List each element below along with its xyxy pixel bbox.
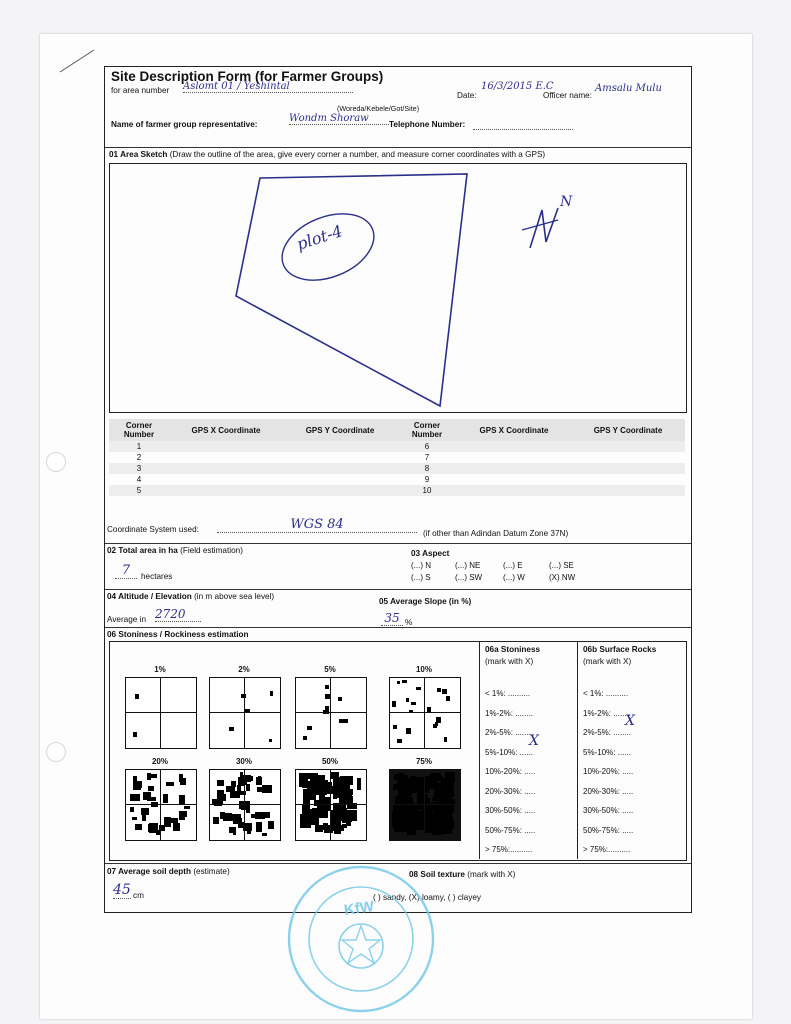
soil-depth-heading: 07 Average soil depth: [107, 867, 192, 876]
stone-mark: [221, 792, 225, 796]
grid-line: [424, 678, 425, 748]
stone-mark: [307, 726, 312, 730]
stone-mark: [340, 796, 353, 804]
gps-y-cell[interactable]: [571, 463, 685, 474]
total-area-heading: 02 Total area in ha: [107, 546, 178, 555]
total-area-value[interactable]: 7: [115, 563, 137, 579]
stone-mark: [336, 812, 341, 819]
corner-number: 10: [397, 485, 457, 496]
aspect-option-nw[interactable]: (X) NW: [549, 573, 576, 582]
stone-mark: [133, 784, 142, 790]
grid-line: [424, 770, 425, 840]
stone-mark: [132, 817, 137, 820]
grid-line: [330, 770, 331, 840]
col-header: GPS X Coordinate: [457, 419, 571, 441]
date-value[interactable]: 16/3/2015 E.C: [481, 81, 554, 92]
area-number-label: for area number: [111, 86, 170, 95]
stone-mark: [151, 774, 157, 779]
stone-mark: [179, 774, 183, 782]
col-header: GPS Y Coordinate: [571, 419, 685, 441]
slope-value[interactable]: 35: [381, 611, 403, 626]
stone-mark: [256, 777, 262, 785]
soil-depth-hint: (estimate): [193, 867, 230, 876]
stone-mark: [246, 805, 250, 814]
stone-mark: [256, 822, 262, 831]
stone-mark: [130, 794, 140, 801]
total-area-unit: hectares: [141, 572, 173, 581]
gps-x-cell[interactable]: [457, 463, 571, 474]
north-arrow-label: N: [560, 194, 573, 210]
stoniness-option[interactable]: 1%-2%: ........: [485, 708, 534, 718]
stoniness-mark: X: [529, 733, 539, 749]
stone-mark: [141, 808, 149, 814]
stoniness-option[interactable]: 30%-50%: .....: [485, 806, 536, 815]
sketch-heading: 01 Area Sketch: [109, 150, 168, 159]
gps-y-cell[interactable]: [283, 463, 397, 474]
stone-mark: [441, 783, 445, 792]
gps-y-cell[interactable]: [283, 485, 397, 496]
stone-mark: [402, 680, 407, 683]
stone-mark: [325, 685, 328, 689]
punch-hole: [46, 452, 66, 472]
gps-x-cell[interactable]: [457, 474, 571, 485]
gps-x-cell[interactable]: [169, 441, 283, 452]
stone-mark: [431, 778, 436, 790]
gps-y-cell[interactable]: [571, 452, 685, 463]
gps-x-cell[interactable]: [169, 452, 283, 463]
grid-line: [210, 804, 280, 805]
stone-mark: [446, 696, 449, 701]
stoniness-percent-label: 50%: [321, 757, 338, 766]
stone-mark: [179, 814, 186, 820]
stone-mark: [406, 728, 411, 734]
gps-y-cell[interactable]: [283, 441, 397, 452]
stone-mark: [435, 722, 438, 725]
stone-mark: [135, 824, 142, 830]
altitude-value[interactable]: 2720: [155, 607, 201, 622]
column-divider: [577, 641, 578, 859]
stoniness-square: [295, 677, 367, 749]
stone-mark: [409, 808, 415, 816]
divider: [105, 589, 691, 590]
soil-texture-heading: 08 Soil texture: [409, 870, 465, 879]
divider: [105, 147, 691, 148]
surface-rocks-option[interactable]: 2%-5%: ........: [583, 728, 632, 737]
aspect-option-se[interactable]: (...) SE: [549, 561, 574, 570]
plot-outline-drawing: [110, 164, 686, 412]
telephone-label: Telephone Number:: [389, 120, 466, 129]
stone-mark: [229, 827, 236, 833]
stone-mark: [338, 697, 342, 702]
stone-mark: [147, 797, 156, 801]
soil-texture-hint: (mark with X): [467, 870, 516, 879]
stone-mark: [173, 823, 179, 831]
stone-mark: [339, 719, 342, 723]
grid-line: [126, 804, 196, 805]
coordinate-system-label: Coordinate System used:: [107, 525, 199, 534]
stone-mark: [262, 833, 266, 836]
surface-rocks-option[interactable]: 20%-30%: .....: [583, 786, 634, 796]
stoniness-square: [295, 769, 367, 841]
stoniness-square: [209, 769, 281, 841]
stone-mark: [251, 814, 258, 818]
gps-y-cell[interactable]: [283, 452, 397, 463]
grid-line: [296, 712, 366, 713]
surface-rocks-mark-hint: (mark with X): [583, 657, 632, 666]
stone-mark: [300, 814, 311, 827]
stamp-seal-graphic: [286, 864, 436, 1014]
gps-x-cell[interactable]: [169, 485, 283, 496]
stone-mark: [303, 736, 307, 740]
stoniness-square: [389, 769, 461, 841]
stone-mark: [184, 806, 190, 810]
grid-line: [244, 770, 245, 840]
stone-mark: [437, 776, 443, 782]
stone-mark: [229, 727, 234, 731]
officer-label: Officer name:: [543, 91, 592, 100]
grid-line: [296, 804, 366, 805]
stoniness-option[interactable]: 20%-30%: .....: [485, 786, 536, 796]
stoniness-option[interactable]: < 1%: ..........: [485, 689, 531, 698]
stone-mark: [417, 792, 423, 805]
slope-unit: %: [405, 618, 413, 627]
stone-mark: [394, 774, 398, 780]
stone-mark: [269, 739, 273, 742]
stoniness-percent-label: 30%: [235, 757, 252, 766]
grid-line: [330, 678, 331, 748]
stone-mark: [397, 739, 402, 743]
stone-mark: [446, 827, 452, 834]
stone-mark: [343, 719, 348, 723]
surface-rocks-option[interactable]: 10%-20%: .....: [583, 767, 634, 776]
stoniness-heading: 06 Stoniness / Rockiness estimation: [107, 630, 249, 639]
surface-rocks-mark: X: [625, 713, 635, 729]
stone-mark: [166, 782, 174, 786]
stone-mark: [170, 818, 178, 824]
stone-mark: [268, 821, 274, 829]
stamp-center-text: KfW: [342, 897, 376, 920]
stone-mark: [265, 812, 270, 818]
stone-mark: [226, 786, 235, 791]
stone-mark: [142, 814, 146, 822]
gps-y-cell[interactable]: [571, 485, 685, 496]
stone-mark: [392, 701, 396, 707]
stone-mark: [442, 689, 447, 694]
corner-number: 3: [109, 463, 169, 474]
stone-mark: [179, 795, 185, 805]
stoniness-percent-label: 20%: [151, 757, 168, 766]
stone-mark: [432, 821, 442, 834]
aspect-option-ne[interactable]: (...) NE: [455, 561, 481, 570]
stoniness-percent-label: 10%: [415, 665, 432, 674]
corner-number: 4: [136, 475, 142, 484]
stone-mark: [262, 785, 272, 794]
gps-y-cell[interactable]: [283, 474, 397, 485]
grid-line: [126, 712, 196, 713]
stoniness-square: [389, 677, 461, 749]
stone-mark: [163, 794, 168, 803]
corner-number: 5: [109, 485, 169, 496]
stone-mark: [342, 815, 351, 823]
stone-mark: [233, 818, 242, 824]
stone-mark: [217, 780, 224, 786]
stoniness-option[interactable]: 50%-75%: .....: [485, 825, 536, 835]
stone-mark: [334, 821, 341, 834]
soil-depth-unit: cm: [133, 891, 144, 900]
stone-mark: [324, 825, 333, 833]
aspect-option-s[interactable]: (...) S: [411, 573, 431, 582]
stone-mark: [249, 776, 252, 781]
stone-mark: [432, 797, 444, 801]
stoniness-square: [125, 677, 197, 749]
corner-number: 2: [136, 453, 142, 462]
grid-line: [160, 678, 161, 748]
aspect-option-w[interactable]: (...) W: [503, 573, 525, 582]
sketch-instruction: (Draw the outline of the area, give every corner a number, and measure corner coordinates with a GPS): [169, 150, 546, 159]
surface-rocks-option[interactable]: 5%-10%: ......: [583, 747, 632, 757]
stone-mark: [223, 813, 231, 821]
stone-mark: [130, 807, 134, 812]
stoniness-mark-hint: (mark with X): [485, 657, 534, 666]
col-header: Corner Number: [109, 419, 169, 441]
stone-mark: [416, 687, 421, 690]
stoniness-option[interactable]: 5%-10%: ......: [485, 747, 534, 757]
stoniness-column-title: 06a Stoniness: [485, 645, 541, 654]
table-row: [109, 463, 685, 474]
stone-mark: [357, 778, 361, 790]
stone-mark: [438, 809, 452, 820]
grid-line: [390, 712, 460, 713]
corner-number: 1: [109, 441, 169, 452]
stoniness-option[interactable]: > 75%:..........: [485, 845, 533, 854]
stoniness-option[interactable]: 10%-20%: .....: [485, 767, 536, 776]
stone-mark: [331, 772, 339, 779]
grid-line: [244, 678, 245, 748]
grid-line: [390, 804, 460, 805]
coordinate-system-value[interactable]: WGS 84: [217, 517, 417, 533]
stone-mark: [270, 691, 273, 695]
surface-rocks-option[interactable]: 1%-2%: ........: [583, 708, 632, 718]
stoniness-percent-label: 5%: [324, 665, 336, 674]
stoniness-percent-label: 2%: [238, 665, 250, 674]
stoniness-square: [209, 677, 281, 749]
aspect-option-n[interactable]: (...) N: [411, 561, 431, 570]
col-header: Corner Number: [397, 419, 457, 441]
surface-rocks-option[interactable]: 50%-75%: .....: [583, 825, 634, 835]
stone-mark: [304, 773, 318, 779]
representative-label: Name of farmer group representative:: [111, 120, 258, 129]
altitude-average-label: Average in: [107, 615, 146, 624]
table-row: [109, 485, 685, 496]
stoniness-option[interactable]: 2%-5%: ........: [485, 728, 534, 737]
representative-value[interactable]: Wondm Shoraw: [289, 113, 389, 125]
gps-x-cell[interactable]: [169, 463, 283, 474]
official-stamp: [286, 864, 436, 1014]
site-description-form: [104, 66, 692, 913]
stone-mark: [135, 694, 139, 699]
corner-number: 7: [424, 453, 430, 462]
stone-mark: [398, 791, 408, 802]
stone-mark: [240, 772, 243, 778]
soil-depth-value[interactable]: 45: [113, 882, 131, 898]
woreda-hint: (Woreda/Kebele/Got/Site): [337, 104, 420, 113]
stone-mark: [437, 688, 441, 692]
stone-mark: [237, 785, 241, 791]
col-header: GPS Y Coordinate: [283, 419, 397, 441]
table-row: [109, 452, 685, 463]
stone-mark: [322, 789, 334, 793]
stoniness-percent-label: 75%: [415, 757, 432, 766]
coordinate-system-note: (if other than Adindan Datum Zone 37N): [423, 529, 569, 538]
punch-hole: [46, 742, 66, 762]
corner-number: 9: [424, 475, 430, 484]
stone-mark: [393, 725, 397, 729]
gps-x-cell[interactable]: [169, 474, 283, 485]
slope-heading: 05 Average Slope (in %): [379, 597, 472, 606]
grid-line: [160, 770, 161, 840]
aspect-heading: 03 Aspect: [411, 549, 450, 558]
gps-x-cell[interactable]: [457, 441, 571, 452]
altitude-heading: 04 Altitude / Elevation: [107, 592, 192, 601]
gps-y-cell[interactable]: [571, 474, 685, 485]
altitude-hint: (in m above sea level): [194, 592, 275, 601]
stone-mark: [315, 825, 323, 831]
stone-mark: [148, 786, 155, 791]
surface-rocks-option[interactable]: 30%-50%: .....: [583, 806, 634, 815]
divider: [105, 627, 691, 628]
stoniness-percent-label: 1%: [154, 665, 166, 674]
date-label: Date:: [457, 91, 477, 100]
stone-mark: [133, 732, 137, 737]
officer-value[interactable]: Amsalu Mulu: [595, 83, 662, 94]
total-area-hint: (Field estimation): [180, 546, 243, 555]
sketch-area[interactable]: [109, 163, 687, 413]
stone-mark: [411, 702, 416, 705]
table-row: [109, 441, 685, 452]
stone-mark: [444, 737, 448, 742]
corner-number: 8: [397, 463, 457, 474]
stone-mark: [344, 789, 354, 795]
area-number-value[interactable]: Aslomt 01 / Yeshintal: [183, 81, 353, 93]
stone-mark: [230, 791, 240, 798]
soil-texture-options[interactable]: ( ) sandy, (X) loamy, ( ) clayey: [373, 893, 481, 902]
form-title: Site Description Form (for Farmer Groups): [111, 69, 384, 84]
stone-mark: [406, 698, 409, 702]
gps-x-cell[interactable]: [457, 452, 571, 463]
stone-mark: [392, 815, 406, 828]
stone-mark: [149, 823, 158, 833]
gps-x-cell[interactable]: [457, 485, 571, 496]
grid-line: [210, 712, 280, 713]
corner-mark: [58, 46, 98, 76]
corner-number: 6: [397, 441, 457, 452]
plot-label: plot-4: [294, 221, 345, 254]
stone-mark: [397, 681, 401, 684]
stone-mark: [303, 789, 317, 801]
aspect-option-sw[interactable]: (...) SW: [455, 573, 483, 582]
stone-mark: [401, 782, 406, 788]
col-header: GPS X Coordinate: [169, 419, 283, 441]
telephone-field[interactable]: [473, 129, 573, 130]
stoniness-square: [125, 769, 197, 841]
column-divider: [479, 641, 480, 859]
surface-rocks-column-title: 06b Surface Rocks: [583, 645, 657, 654]
table-row: [109, 474, 685, 485]
stone-mark: [246, 784, 251, 791]
divider: [105, 543, 691, 544]
stone-mark: [213, 817, 219, 824]
gps-y-cell[interactable]: [571, 441, 685, 452]
surface-rocks-option[interactable]: > 75%:..........: [583, 845, 631, 854]
stone-mark: [325, 706, 329, 712]
aspect-option-e[interactable]: (...) E: [503, 561, 523, 570]
gps-coordinates-table: [109, 419, 685, 496]
surface-rocks-option[interactable]: < 1%: ..........: [583, 689, 629, 698]
